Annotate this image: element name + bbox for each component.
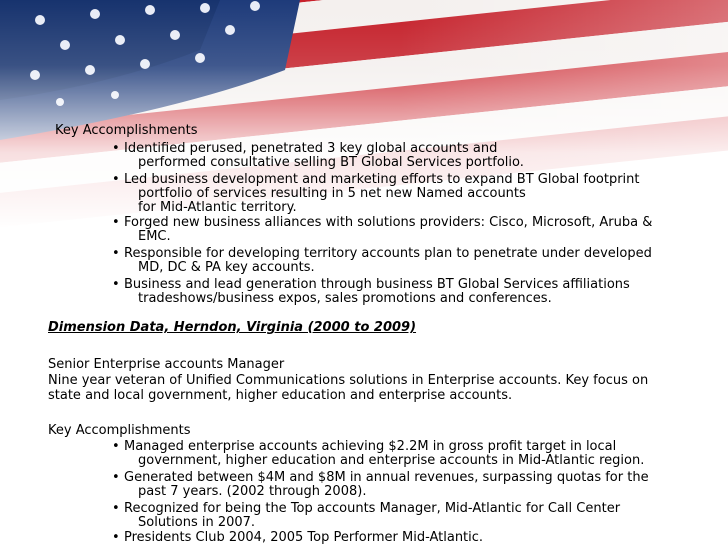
bullet-item-continuation: portfolio of services resulting in 5 net new Named accounts <box>138 186 526 201</box>
bullet-item-continuation: tradeshows/business expos, sales promotions and conferences. <box>138 291 552 306</box>
bullet-item-continuation: performed consultative selling BT Global Services portfolio. <box>138 155 524 170</box>
bullet-item: • Generated between $4M and $8M in annual revenues, surpassing quotas for the <box>124 470 649 485</box>
bullet-item-continuation: past 7 years. (2002 through 2008). <box>138 484 367 499</box>
bullet-item-continuation: for Mid-Atlantic territory. <box>138 200 297 215</box>
bullet-item-continuation: government, higher education and enterprise accounts in Mid-Atlantic region. <box>138 453 645 468</box>
bullet-item: • Responsible for developing territory accounts plan to penetrate under developed <box>124 246 652 261</box>
summary-line: state and local government, higher education and enterprise accounts. <box>48 388 513 403</box>
bullet-item: • Led business development and marketing efforts to expand BT Global footprint <box>124 172 640 187</box>
summary-line: Nine year veteran of Unified Communications solutions in Enterprise accounts. Key focus on <box>48 373 649 388</box>
key-accomplishments-label: Key Accomplishments <box>55 123 198 138</box>
key-accomplishments-label: Key Accomplishments <box>48 423 191 438</box>
bullet-item: • Presidents Club 2004, 2005 Top Performer Mid-Atlantic. <box>124 530 483 545</box>
bullet-item: • Managed enterprise accounts achieving $2.2M in gross profit target in local <box>124 439 616 454</box>
company-heading: Dimension Data, Herndon, Virginia (2000 to 2009) <box>48 320 417 335</box>
bullet-item-continuation: EMC. <box>138 229 171 244</box>
bullet-item-continuation: MD, DC & PA key accounts. <box>138 260 315 275</box>
bullet-item: • Identified perused, penetrated 3 key global accounts and <box>124 141 497 156</box>
bullet-item: • Business and lead generation through business BT Global Services affiliations <box>124 277 630 292</box>
bullet-item: • Recognized for being the Top accounts Manager, Mid-Atlantic for Call Center <box>124 501 620 516</box>
bullet-item: • Forged new business alliances with solutions providers: Cisco, Microsoft, Aruba & <box>124 215 652 230</box>
job-title: Senior Enterprise accounts Manager <box>48 357 285 372</box>
bullet-item-continuation: Solutions in 2007. <box>138 515 256 530</box>
